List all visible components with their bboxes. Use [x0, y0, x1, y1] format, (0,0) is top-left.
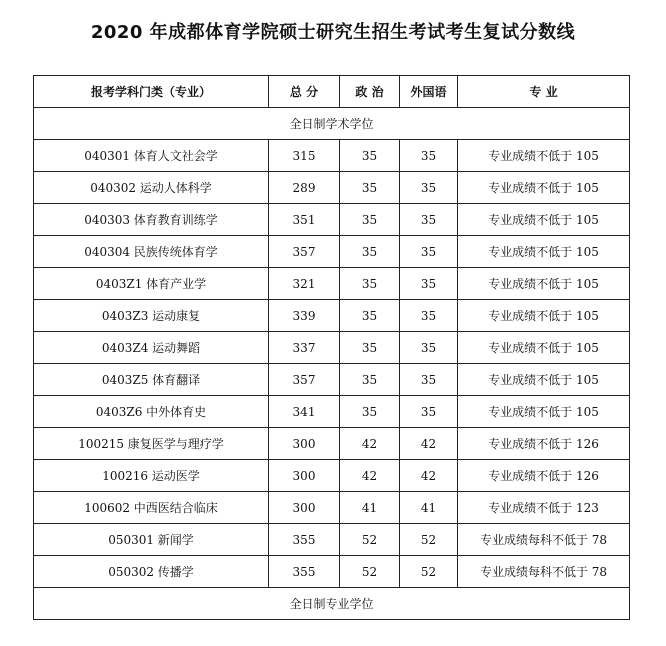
cell-major: 专业成绩不低于 105 [458, 332, 630, 364]
cell-name: 040303 体育教育训练学 [34, 204, 269, 236]
cell-total: 355 [269, 524, 340, 556]
cell-major: 专业成绩不低于 126 [458, 428, 630, 460]
header-major: 专 业 [458, 76, 630, 108]
cell-total: 321 [269, 268, 340, 300]
cell-name: 0403Z5 体育翻译 [34, 364, 269, 396]
cell-politics: 52 [340, 524, 400, 556]
cell-total: 357 [269, 236, 340, 268]
cell-name: 050302 传播学 [34, 556, 269, 588]
table-row [34, 524, 630, 556]
cell-foreign: 42 [400, 460, 458, 492]
cell-foreign: 35 [400, 172, 458, 204]
cell-name: 0403Z6 中外体育史 [34, 396, 269, 428]
cell-politics: 35 [340, 332, 400, 364]
table-row [34, 332, 630, 364]
page-title: 2020 年成都体育学院硕士研究生招生考试考生复试分数线 [90, 22, 576, 43]
cell-politics: 41 [340, 492, 400, 524]
cell-name: 0403Z4 运动舞蹈 [34, 332, 269, 364]
cell-politics: 35 [340, 268, 400, 300]
score-table [33, 75, 630, 620]
table-row [34, 300, 630, 332]
cell-major: 专业成绩不低于 105 [458, 300, 630, 332]
cell-total: 339 [269, 300, 340, 332]
table-row [34, 460, 630, 492]
cell-total: 289 [269, 172, 340, 204]
table-row [34, 236, 630, 268]
cell-foreign: 42 [400, 428, 458, 460]
section-label-academic: 全日制学术学位 [34, 108, 630, 140]
table-row [34, 364, 630, 396]
table-row [34, 492, 630, 524]
cell-total: 337 [269, 332, 340, 364]
cell-politics: 35 [340, 236, 400, 268]
cell-name: 040304 民族传统体育学 [34, 236, 269, 268]
section-row-academic [34, 108, 630, 140]
cell-foreign: 35 [400, 332, 458, 364]
cell-foreign: 35 [400, 364, 458, 396]
cell-name: 0403Z1 体育产业学 [34, 268, 269, 300]
cell-foreign: 41 [400, 492, 458, 524]
section-row-professional [34, 588, 630, 620]
cell-major: 专业成绩不低于 105 [458, 364, 630, 396]
cell-politics: 35 [340, 140, 400, 172]
cell-major: 专业成绩不低于 105 [458, 236, 630, 268]
header-row [34, 76, 630, 108]
cell-politics: 35 [340, 364, 400, 396]
cell-major: 专业成绩不低于 105 [458, 204, 630, 236]
header-politics: 政 治 [340, 76, 400, 108]
table-row [34, 204, 630, 236]
cell-foreign: 52 [400, 556, 458, 588]
cell-major: 专业成绩不低于 105 [458, 396, 630, 428]
cell-politics: 52 [340, 556, 400, 588]
cell-total: 300 [269, 460, 340, 492]
cell-politics: 35 [340, 300, 400, 332]
cell-foreign: 35 [400, 140, 458, 172]
table-row [34, 172, 630, 204]
cell-major: 专业成绩每科不低于 78 [458, 524, 630, 556]
cell-foreign: 35 [400, 300, 458, 332]
cell-total: 357 [269, 364, 340, 396]
cell-name: 040301 体育人文社会学 [34, 140, 269, 172]
cell-foreign: 35 [400, 268, 458, 300]
cell-foreign: 52 [400, 524, 458, 556]
cell-major: 专业成绩不低于 126 [458, 460, 630, 492]
cell-total: 355 [269, 556, 340, 588]
header-category: 报考学科门类（专业） [34, 76, 269, 108]
cell-name: 0403Z3 运动康复 [34, 300, 269, 332]
cell-foreign: 35 [400, 396, 458, 428]
cell-politics: 42 [340, 428, 400, 460]
cell-politics: 35 [340, 172, 400, 204]
cell-major: 专业成绩不低于 105 [458, 172, 630, 204]
section-label-professional: 全日制专业学位 [34, 588, 630, 620]
cell-name: 100216 运动医学 [34, 460, 269, 492]
cell-name: 100602 中西医结合临床 [34, 492, 269, 524]
table-row [34, 140, 630, 172]
cell-foreign: 35 [400, 236, 458, 268]
table-row [34, 428, 630, 460]
cell-total: 300 [269, 428, 340, 460]
cell-foreign: 35 [400, 204, 458, 236]
cell-name: 050301 新闻学 [34, 524, 269, 556]
cell-name: 040302 运动人体科学 [34, 172, 269, 204]
cell-major: 专业成绩不低于 105 [458, 268, 630, 300]
cell-total: 341 [269, 396, 340, 428]
header-foreign: 外国语 [400, 76, 458, 108]
cell-major: 专业成绩不低于 105 [458, 140, 630, 172]
header-total: 总 分 [269, 76, 340, 108]
cell-total: 315 [269, 140, 340, 172]
cell-total: 351 [269, 204, 340, 236]
cell-name: 100215 康复医学与理疗学 [34, 428, 269, 460]
cell-politics: 35 [340, 204, 400, 236]
cell-politics: 42 [340, 460, 400, 492]
cell-major: 专业成绩不低于 123 [458, 492, 630, 524]
table-row [34, 556, 630, 588]
cell-total: 300 [269, 492, 340, 524]
cell-politics: 35 [340, 396, 400, 428]
cell-major: 专业成绩每科不低于 78 [458, 556, 630, 588]
table-row [34, 268, 630, 300]
table-row [34, 396, 630, 428]
